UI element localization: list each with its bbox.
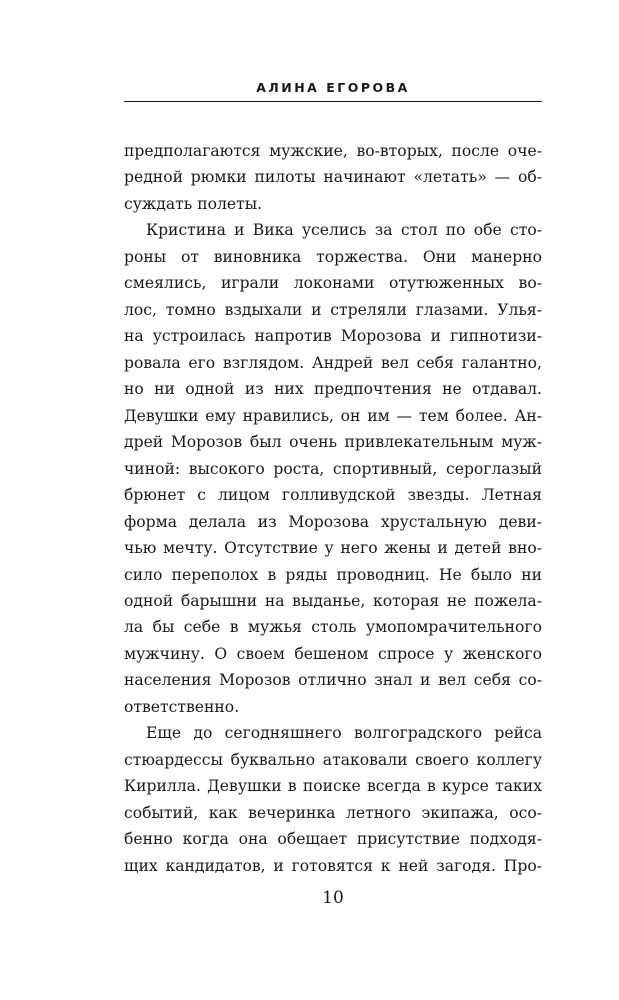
text-line: Еще до сегодняшнего волгоградского рейса [146, 724, 542, 743]
text-line: предполагаются мужские, во-вторых, после оче- [124, 142, 542, 160]
text-line: суждать полеты. [124, 194, 263, 213]
text-line: чью мечту. Отсутствие у него жены и детей вно- [124, 539, 542, 558]
text-line: роны от виновника торжества. Они манерно [124, 247, 542, 266]
text-line: событий, как вечеринка летного экипажа, осо- [124, 803, 542, 822]
text-line: бенно когда она обещает присутствие подходя- [124, 830, 542, 849]
text-line: форма делала из Морозова хрустальную деви- [124, 512, 542, 531]
text-line: но ни одной из них предпочтения не отдавал. [124, 380, 542, 399]
running-head-author: АЛИНА ЕГОРОВА [256, 80, 410, 95]
body-text [124, 138, 542, 879]
text-line: ровала его взглядом. Андрей вел себя галантно, [124, 353, 542, 372]
text-line: ла бы себе в мужья столь умопомрачительного [124, 618, 542, 637]
text-line: ответственно. [124, 697, 240, 716]
text-line: брюнет с лицом голливудской звезды. Летная [124, 486, 542, 505]
text-line: одной барышни на выданье, которая не пожела- [124, 591, 542, 610]
text-line: сило переполох в ряды проводниц. Не было ни [124, 565, 542, 584]
page-number: 10 [322, 888, 344, 908]
text-line: населения Морозов отлично знал и вел себя со- [124, 671, 542, 690]
text-line: стюардессы буквально атаковали своего коллегу [124, 750, 542, 769]
text-line: Девушки ему нравились, он им — тем более. Ан- [124, 406, 542, 425]
text-line: щих кандидатов, и готовятся к ней загодя. Про- [124, 856, 542, 875]
text-line: смеялись, играли локонами отутюженных во- [124, 274, 542, 293]
text-line: чиной: высокого роста, спортивный, сероглазый [124, 459, 542, 478]
text-line: Кирилла. Девушки в поиске всегда в курсе таких [124, 777, 542, 796]
text-line: мужчину. О своем бешеном спросе у женского [124, 644, 542, 663]
text-line: редной рюмки пилоты начинают «летать» — об- [124, 168, 542, 187]
header-rule [124, 101, 542, 102]
text-line: Кристина и Вика уселись за стол по обе сто- [146, 221, 542, 240]
text-line: на устроилась напротив Морозова и гипнотизи- [124, 327, 542, 346]
text-line: лос, томно вздыхали и стреляли глазами. Улья- [124, 300, 542, 319]
text-line: дрей Морозов был очень привлекательным муж- [124, 433, 542, 452]
